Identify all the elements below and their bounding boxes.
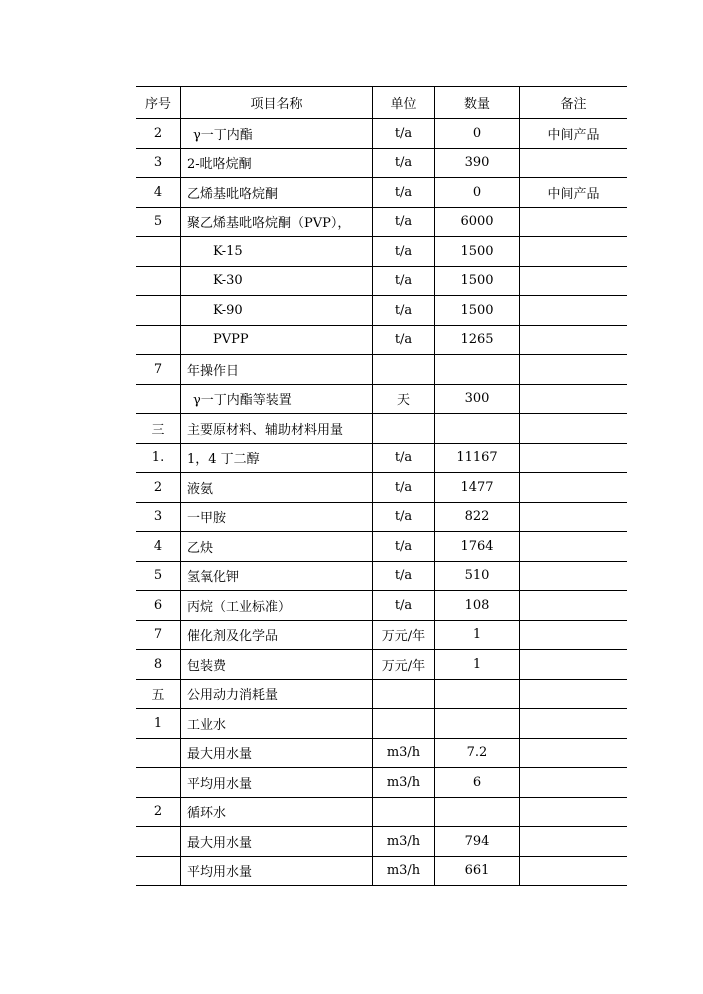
cell-note	[520, 207, 628, 237]
cell-unit: t/a	[373, 473, 435, 503]
cell-unit: t/a	[373, 266, 435, 296]
cell-note	[520, 797, 628, 827]
table-row	[136, 650, 627, 680]
cell-no	[136, 296, 181, 326]
cell-no: 3	[136, 148, 181, 178]
cell-name: 公用动力消耗量	[181, 679, 373, 709]
cell-no: 1	[136, 709, 181, 739]
cell-unit: t/a	[373, 237, 435, 267]
note-text: 中间产品	[547, 186, 600, 202]
table-row	[136, 473, 627, 503]
cell-unit: t/a	[373, 178, 435, 208]
table-row	[136, 296, 627, 326]
cell-unit: t/a	[373, 561, 435, 591]
table-row	[136, 178, 627, 208]
table-row	[136, 266, 627, 296]
cell-name: 最大用水量	[181, 738, 373, 768]
cell-name: 氢氧化钾	[181, 561, 373, 591]
cell-note	[520, 296, 628, 326]
table-row	[136, 502, 627, 532]
cell-qty: 1	[435, 650, 520, 680]
cell-no	[136, 738, 181, 768]
cell-name: K-15	[181, 237, 373, 267]
cell-name: PVPP	[181, 325, 373, 355]
cell-qty	[435, 414, 520, 444]
table-body	[136, 119, 627, 886]
cell-no: 2	[136, 473, 181, 503]
cell-unit	[373, 414, 435, 444]
cell-name: 最大用水量	[181, 827, 373, 857]
cell-name: 1，4 丁二醇	[181, 443, 373, 473]
cell-no: 4	[136, 178, 181, 208]
cell-no	[136, 856, 181, 886]
cell-unit: t/a	[373, 207, 435, 237]
cell-unit	[373, 709, 435, 739]
cell-no: 1.	[136, 443, 181, 473]
cell-qty: 822	[435, 502, 520, 532]
cell-unit: m3/h	[373, 827, 435, 857]
cell-unit: t/a	[373, 296, 435, 326]
cell-unit: m3/h	[373, 768, 435, 798]
cell-unit	[373, 797, 435, 827]
cell-unit: t/a	[373, 119, 435, 149]
cell-name: 工业水	[181, 709, 373, 739]
table-row	[136, 620, 627, 650]
header-name: 项目名称	[181, 87, 373, 119]
cell-note	[520, 827, 628, 857]
data-table	[136, 86, 627, 886]
table-row	[136, 237, 627, 267]
cell-no: 三	[136, 414, 181, 444]
cell-no	[136, 768, 181, 798]
cell-note	[520, 443, 628, 473]
cell-note	[520, 709, 628, 739]
cell-qty	[435, 355, 520, 385]
header-note: 备注	[520, 87, 628, 119]
cell-qty: 1	[435, 620, 520, 650]
cell-name: γ一丁内酯等装置	[181, 384, 373, 414]
table-row	[136, 561, 627, 591]
table-row	[136, 738, 627, 768]
cell-qty: 6000	[435, 207, 520, 237]
cell-name: 循环水	[181, 797, 373, 827]
cell-note	[520, 561, 628, 591]
header-no: 序号	[136, 87, 181, 119]
cell-no: 6	[136, 591, 181, 621]
cell-unit	[373, 679, 435, 709]
table-row	[136, 414, 627, 444]
cell-qty: 7.2	[435, 738, 520, 768]
cell-qty: 6	[435, 768, 520, 798]
cell-note	[520, 384, 628, 414]
cell-no	[136, 237, 181, 267]
cell-note	[520, 148, 628, 178]
cell-unit	[373, 355, 435, 385]
cell-name: 一甲胺	[181, 502, 373, 532]
cell-qty: 0	[435, 178, 520, 208]
cell-note	[520, 620, 628, 650]
cell-qty: 1500	[435, 266, 520, 296]
table-header-row	[136, 87, 627, 119]
cell-unit: t/a	[373, 532, 435, 562]
cell-note	[520, 119, 628, 149]
cell-name: 丙烷（工业标准）	[181, 591, 373, 621]
cell-unit: t/a	[373, 325, 435, 355]
cell-name: K-90	[181, 296, 373, 326]
cell-no: 2	[136, 119, 181, 149]
cell-qty: 1764	[435, 532, 520, 562]
cell-qty	[435, 709, 520, 739]
cell-qty: 0	[435, 119, 520, 149]
cell-no: 7	[136, 355, 181, 385]
cell-unit: 万元/年	[373, 650, 435, 680]
cell-name: 主要原材料、辅助材料用量	[181, 414, 373, 444]
cell-name: 乙烯基吡咯烷酮	[181, 178, 373, 208]
cell-no: 4	[136, 532, 181, 562]
table-row	[136, 325, 627, 355]
cell-name: 催化剂及化学品	[181, 620, 373, 650]
cell-note	[520, 768, 628, 798]
table-row	[136, 355, 627, 385]
cell-note	[520, 856, 628, 886]
cell-no: 8	[136, 650, 181, 680]
cell-name: 乙炔	[181, 532, 373, 562]
header-qty: 数量	[435, 87, 520, 119]
cell-no	[136, 266, 181, 296]
cell-qty: 300	[435, 384, 520, 414]
table-row	[136, 384, 627, 414]
cell-qty: 1500	[435, 237, 520, 267]
cell-no: 5	[136, 207, 181, 237]
cell-note	[520, 679, 628, 709]
cell-qty: 108	[435, 591, 520, 621]
cell-qty: 1477	[435, 473, 520, 503]
cell-note	[520, 473, 628, 503]
table-row	[136, 827, 627, 857]
table-row	[136, 443, 627, 473]
cell-name: 平均用水量	[181, 768, 373, 798]
cell-note	[520, 414, 628, 444]
cell-unit: t/a	[373, 443, 435, 473]
cell-no: 五	[136, 679, 181, 709]
cell-note	[520, 237, 628, 267]
cell-qty	[435, 797, 520, 827]
table-row	[136, 148, 627, 178]
cell-qty: 794	[435, 827, 520, 857]
cell-unit: t/a	[373, 591, 435, 621]
cell-name: 年操作日	[181, 355, 373, 385]
cell-note	[520, 355, 628, 385]
cell-name: 聚乙烯基吡咯烷酮（PVP），	[181, 207, 373, 237]
header-unit: 单位	[373, 87, 435, 119]
cell-qty: 390	[435, 148, 520, 178]
cell-no: 5	[136, 561, 181, 591]
table-row	[136, 856, 627, 886]
cell-note	[520, 266, 628, 296]
cell-no	[136, 827, 181, 857]
cell-qty: 1500	[435, 296, 520, 326]
cell-qty: 510	[435, 561, 520, 591]
cell-unit: 万元/年	[373, 620, 435, 650]
cell-name: 平均用水量	[181, 856, 373, 886]
cell-qty: 1265	[435, 325, 520, 355]
cell-no: 3	[136, 502, 181, 532]
cell-no: 2	[136, 797, 181, 827]
cell-qty: 11167	[435, 443, 520, 473]
cell-name: 2-吡咯烷酮	[181, 148, 373, 178]
cell-qty	[435, 679, 520, 709]
cell-unit: m3/h	[373, 856, 435, 886]
cell-note	[520, 532, 628, 562]
note-text: 中间产品	[547, 127, 600, 143]
cell-no	[136, 325, 181, 355]
cell-note	[520, 650, 628, 680]
table-row	[136, 768, 627, 798]
cell-no	[136, 384, 181, 414]
table-row	[136, 532, 627, 562]
cell-note	[520, 738, 628, 768]
cell-note	[520, 325, 628, 355]
cell-name: 包装费	[181, 650, 373, 680]
table-row	[136, 679, 627, 709]
cell-unit: m3/h	[373, 738, 435, 768]
cell-name: K-30	[181, 266, 373, 296]
cell-note	[520, 178, 628, 208]
table-row	[136, 797, 627, 827]
cell-unit: t/a	[373, 502, 435, 532]
cell-no: 7	[136, 620, 181, 650]
cell-name: γ一丁内酯	[181, 119, 373, 149]
table-row	[136, 591, 627, 621]
table-row	[136, 119, 627, 149]
cell-name: 液氨	[181, 473, 373, 503]
cell-note	[520, 502, 628, 532]
cell-unit: 天	[373, 384, 435, 414]
cell-unit: t/a	[373, 148, 435, 178]
cell-note	[520, 591, 628, 621]
table-row	[136, 709, 627, 739]
table-row	[136, 207, 627, 237]
cell-qty: 661	[435, 856, 520, 886]
